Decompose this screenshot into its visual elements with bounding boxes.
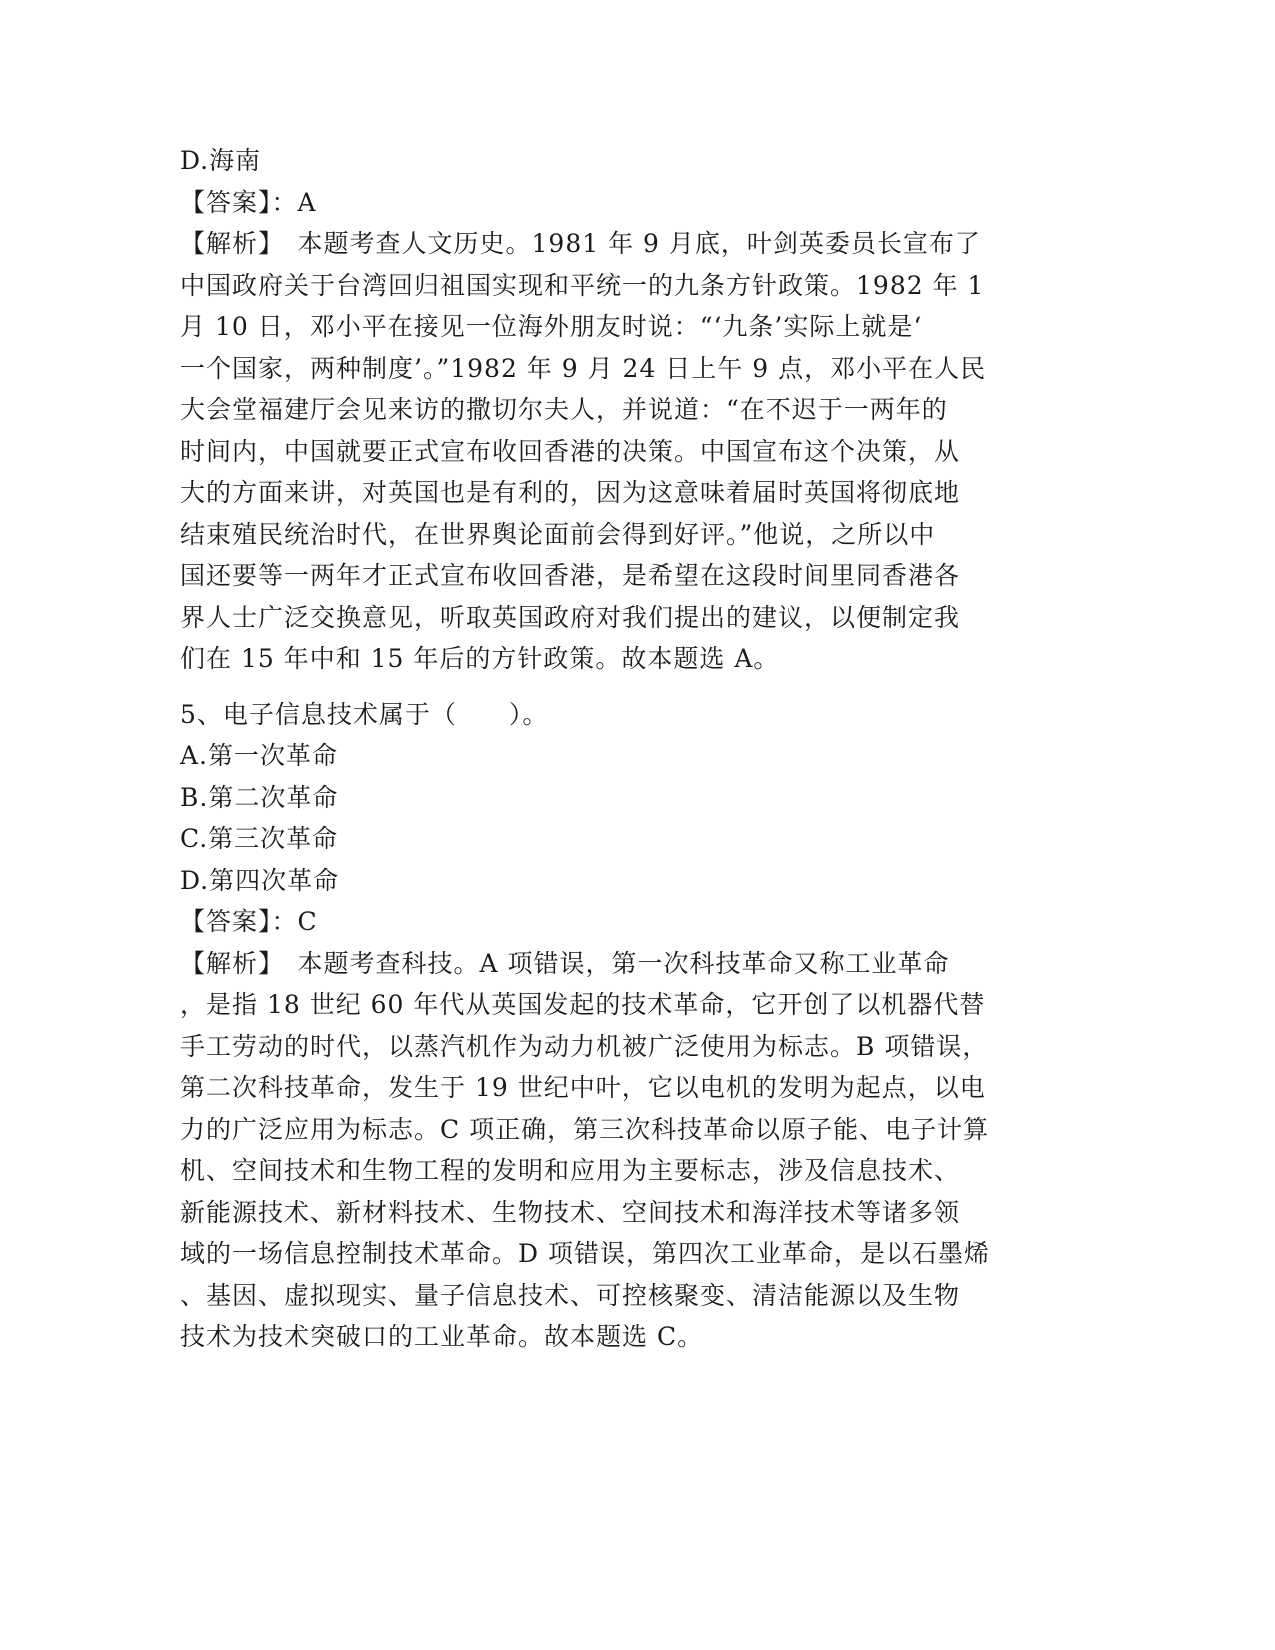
q5-answer: 【答案】：C bbox=[180, 907, 318, 936]
q5-option-a: A.第一次革命 bbox=[180, 741, 339, 770]
q5-analysis-line: 域的一场信息控制技术革命。D 项错误，第四次工业革命，是以石墨烯 bbox=[180, 1239, 990, 1268]
q4-answer: 【答案】：A bbox=[180, 187, 317, 217]
q5-analysis-line: 机、空间技术和生物工程的发明和应用为主要标志，涉及信息技术、 bbox=[180, 1156, 961, 1185]
q5-analysis-line: 【解析】 本题考查科技。A 项错误，第一次科技革命又称工业革命 bbox=[180, 948, 950, 978]
q4-analysis-line: 界人士广泛交换意见，听取英国政府对我们提出的建议，以便制定我 bbox=[180, 602, 961, 632]
q5-analysis-line: 技术为技术突破口的工业革命。故本题选 C。 bbox=[180, 1322, 704, 1351]
q5-option-d: D.第四次革命 bbox=[180, 865, 340, 895]
q5-analysis-line: 第二次科技革命，发生于 19 世纪中叶，它以电机的发明为起点，以电 bbox=[180, 1073, 986, 1102]
q4-option-d: D.海南 bbox=[180, 146, 262, 175]
q5-option-b: B.第二次革命 bbox=[180, 782, 339, 812]
q5-question: 5、电子信息技术属于（ ）。 bbox=[180, 699, 549, 729]
q4-analysis-line: 们在 15 年中和 15 年后的方针政策。故本题选 A。 bbox=[180, 644, 780, 673]
q4-analysis-line: 中国政府关于台湾回归祖国实现和平统一的九条方针政策。1982 年 1 bbox=[180, 270, 985, 300]
q5-analysis-line: ，是指 18 世纪 60 年代从英国发起的技术革命，它开创了以机器代替 bbox=[180, 990, 986, 1019]
q5-analysis-line: 手工劳动的时代，以蒸汽机作为动力机被广泛使用为标志。B 项错误， bbox=[180, 1031, 989, 1061]
q4-analysis-line: 大的方面来讲，对英国也是有利的，因为这意味着届时英国将彻底地 bbox=[180, 478, 961, 507]
q4-analysis-line: 结束殖民统治时代，在世界舆论面前会得到好评。”他说，之所以中 bbox=[180, 519, 936, 549]
section-gap bbox=[180, 680, 1040, 694]
q4-analysis-line: 一个国家，两种制度’。”1982 年 9 月 24 日上午 9 点，邓小平在人民 bbox=[180, 353, 987, 383]
document-page bbox=[180, 140, 1040, 1358]
q5-analysis-line: 力的广泛应用为标志。C 项正确，第三次科技革命以原子能、电子计算 bbox=[180, 1114, 990, 1144]
q5-analysis-line: 、基因、虚拟现实、量子信息技术、可控核聚变、清洁能源以及生物 bbox=[180, 1280, 961, 1310]
q4-analysis-line: 【解析】 本题考查人文历史。1981 年 9 月底，叶剑英委员长宣布了 bbox=[180, 229, 981, 258]
q4-analysis-line: 月 10 日，邓小平在接见一位海外朋友时说：“‘九条’实际上就是‘ bbox=[180, 312, 923, 341]
q4-analysis-line: 时间内，中国就要正式宣布收回香港的决策。中国宣布这个决策，从 bbox=[180, 436, 961, 466]
q4-analysis-line: 大会堂福建厅会见来访的撒切尔夫人，并说道：“在不迟于一两年的 bbox=[180, 395, 948, 424]
q5-analysis-line: 新能源技术、新材料技术、生物技术、空间技术和海洋技术等诸多领 bbox=[180, 1197, 961, 1227]
q4-analysis-line: 国还要等一两年才正式宣布收回香港，是希望在这段时间里同香港各 bbox=[180, 561, 961, 590]
q5-option-c: C.第三次革命 bbox=[180, 824, 339, 853]
